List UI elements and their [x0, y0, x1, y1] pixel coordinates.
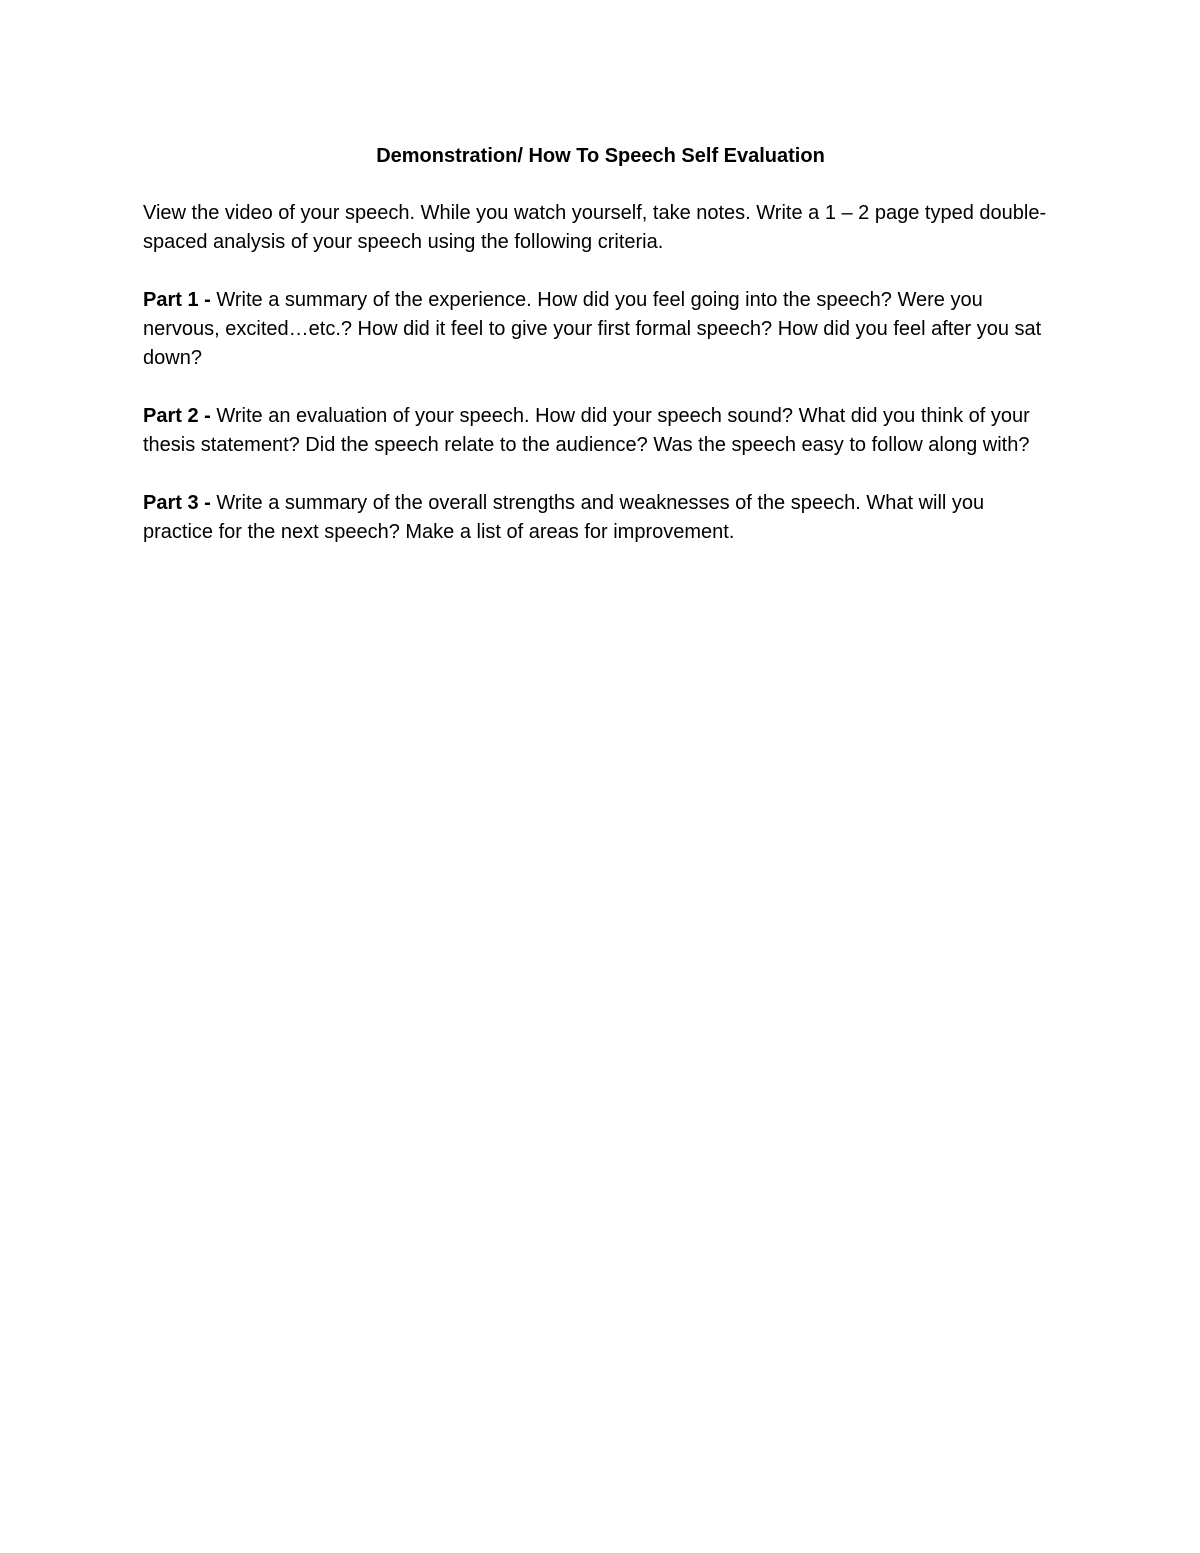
document-body	[143, 142, 1058, 547]
part-2-label: Part 2 -	[143, 405, 211, 427]
intro-paragraph: View the video of your speech. While you watch yourself, take notes. Write a 1 – 2 page typed double-spaced analysis of your speech using the following criteria.	[143, 202, 1047, 253]
part-1-text: Write a summary of the experience. How did you feel going into the speech? Were you nervous, excited…etc.? How did it feel to give your first formal speech? How did you feel after you sat down?	[143, 289, 1042, 369]
document-title: Demonstration/ How To Speech Self Evaluation	[376, 145, 825, 167]
part-1-paragraph	[143, 286, 1058, 373]
part-3-text: Write a summary of the overall strengths and weaknesses of the speech. What will you practice for the next speech? Make a list of areas for improvement.	[143, 492, 985, 543]
part-2-text: Write an evaluation of your speech. How did your speech sound? What did you think of your thesis statement? Did the speech relate to the audience? Was the speech easy to follow along with?	[143, 405, 1030, 456]
part-1-label: Part 1 -	[143, 289, 211, 311]
part-3-paragraph	[143, 489, 1058, 547]
part-2-paragraph	[143, 402, 1058, 460]
part-3-label: Part 3 -	[143, 492, 211, 514]
